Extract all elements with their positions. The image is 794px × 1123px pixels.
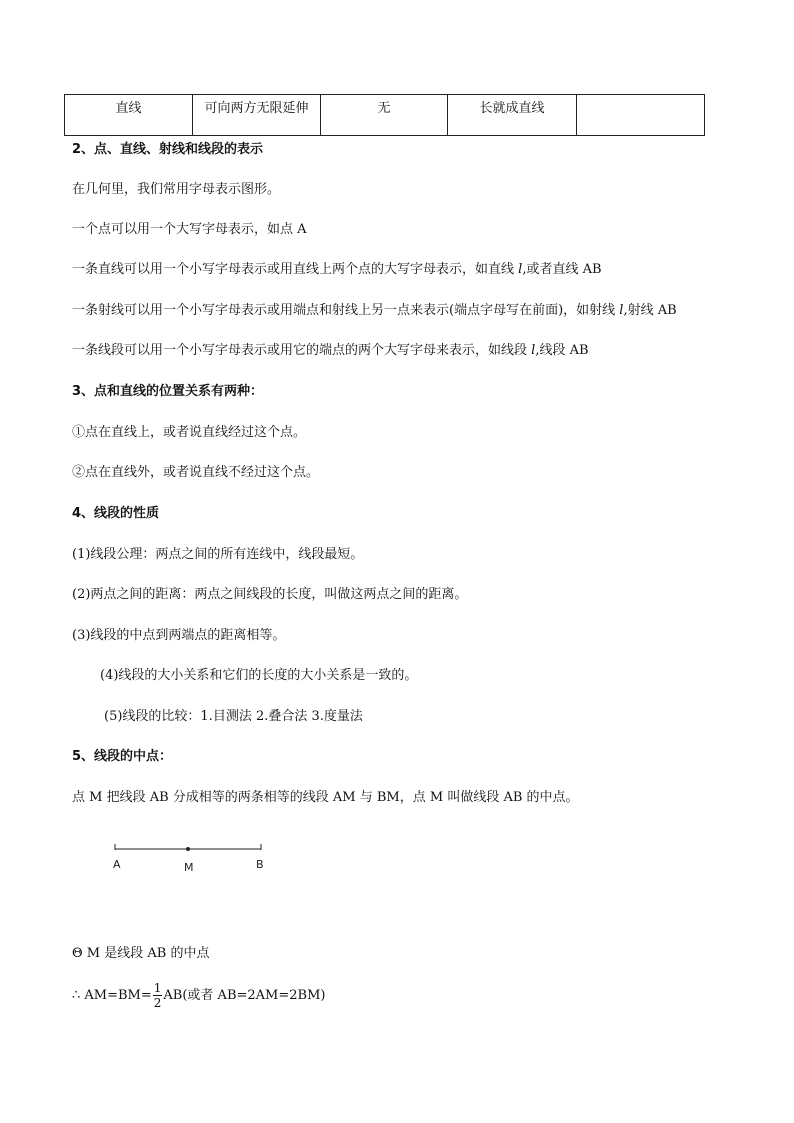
section-heading-3: 3、点和直线的位置关系有两种：: [72, 384, 264, 399]
section-heading-5: 5、线段的中点：: [72, 749, 173, 764]
label-m: M: [184, 861, 194, 874]
label-a: A: [113, 858, 121, 871]
section-heading-4: 4、线段的性质: [72, 506, 160, 521]
table-cell-empty: [577, 95, 705, 136]
var-l: l: [518, 262, 523, 277]
because-statement: Θ M 是线段 AB 的中点: [72, 946, 210, 961]
section-heading-2: 2、点、直线、射线和线段的表示: [72, 142, 264, 157]
segment-diagram: [104, 836, 274, 880]
list-item: (3)线段的中点到两端点的距离相等。: [72, 628, 286, 643]
list-item: (4)线段的大小关系和它们的长度的大小关系是一致的。: [100, 668, 418, 683]
table-row: [65, 95, 705, 136]
paragraph-point: 一个点可以用一个大写字母表示，如点 A: [72, 222, 307, 237]
therefore-statement: [72, 982, 325, 1009]
text-ray-pre: 一条射线可以用一个小写字母表示或用端点和射线上另一点来表示(端点字母写在前面)，如射线: [72, 303, 620, 318]
list-item: (2)两点之间的距离：两点之间线段的长度，叫做这两点之间的距离。: [72, 587, 468, 602]
table-cell-name: 直线: [65, 95, 193, 136]
list-item: ①点在直线上，或者说直线经过这个点。: [72, 425, 307, 440]
list-item: ②点在直线外，或者说直线不经过这个点。: [72, 465, 320, 480]
table-cell-extension: 可向两方无限延伸: [193, 95, 321, 136]
table-cell-endpoints: 无: [321, 95, 448, 136]
paragraph-intro: 在几何里，我们常用字母表示图形。: [72, 182, 281, 197]
table-cell-relation: 长就成直线: [448, 95, 577, 136]
paragraph-segment: [72, 339, 589, 358]
fraction-numerator: 1: [153, 981, 162, 995]
properties-table: [64, 94, 705, 136]
text-line-pre: 一条直线可以用一个小写字母表示或用直线上两个点的大写字母表示，如直线: [72, 262, 519, 277]
therefore-pre: ∴ AM=BM=: [72, 988, 152, 1003]
text-seg-post: ,线段 AB: [535, 343, 589, 358]
therefore-post: AB(或者 AB=2AM=2BM): [163, 988, 326, 1003]
fraction-denominator: 2: [153, 996, 162, 1010]
label-b: B: [256, 858, 264, 871]
text-line-post: ,或者直线 AB: [522, 262, 602, 277]
var-l: l: [531, 343, 536, 358]
paragraph-line: [72, 258, 602, 277]
var-l: l: [619, 303, 624, 318]
text-seg-pre: 一条线段可以用一个小写字母表示或用它的端点的两个大写字母来表示，如线段: [72, 343, 532, 358]
paragraph-ray: [72, 299, 677, 318]
list-item: (1)线段公理：两点之间的所有连线中，线段最短。: [72, 547, 364, 562]
fraction-half: [153, 982, 163, 1009]
paragraph-midpoint: 点 M 把线段 AB 分成相等的两条相等的线段 AM 与 BM，点 M 叫做线段 AB 的中点。: [72, 790, 579, 805]
list-item: (5)线段的比较：1.目测法 2.叠合法 3.度量法: [104, 709, 363, 724]
midpoint-dot: [186, 847, 190, 851]
text-ray-post: ,射线 AB: [623, 303, 677, 318]
